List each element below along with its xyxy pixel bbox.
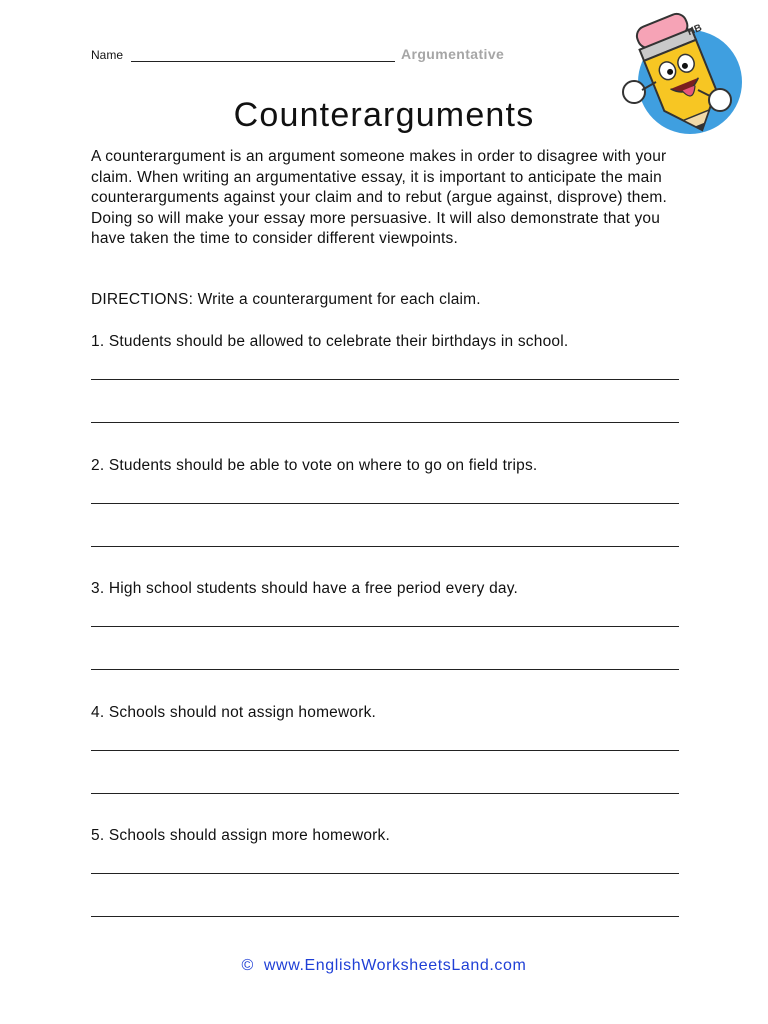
answer-line[interactable]: [91, 422, 679, 423]
answer-line[interactable]: [91, 669, 679, 670]
name-label: Name: [91, 48, 124, 62]
question-item: [91, 333, 691, 443]
answer-line[interactable]: [91, 750, 679, 751]
question-text: 4. Schools should not assign homework.: [91, 704, 377, 721]
footer: [0, 957, 768, 975]
website-link[interactable]: www.EnglishWorksheetsLand.com: [263, 957, 527, 974]
question-item: [91, 827, 691, 937]
answer-line[interactable]: [91, 379, 679, 380]
category-label: Argumentative: [401, 46, 505, 62]
worksheet-header: [91, 46, 531, 68]
answer-line[interactable]: [91, 793, 679, 794]
name-input-line[interactable]: [131, 61, 395, 62]
question-text: 2. Students should be able to vote on where to go on field trips.: [91, 457, 538, 474]
question-item: [91, 704, 691, 814]
svg-text:HB: HB: [686, 22, 704, 39]
answer-line[interactable]: [91, 916, 679, 917]
answer-line[interactable]: [91, 873, 679, 874]
directions-text: DIRECTIONS: Write a counterargument for each claim.: [91, 291, 481, 308]
answer-line[interactable]: [91, 546, 679, 547]
question-text: 5. Schools should assign more homework.: [91, 827, 391, 844]
question-text: 1. Students should be allowed to celebrate their birthdays in school.: [91, 333, 569, 350]
copyright-symbol: ©: [241, 957, 254, 974]
question-item: [91, 580, 691, 690]
intro-paragraph: A counterargument is an argument someone makes in order to disagree with your claim. When writing an argumentative essay, it is important to anticipate the main counterarguments against your claim and to rebut (argue against, disprove) them. Doing so will make your essay more persuasive. It will also demonstrate that you have taken the time to consider different viewpoints.: [91, 148, 668, 247]
answer-line[interactable]: [91, 503, 679, 504]
answer-line[interactable]: [91, 626, 679, 627]
page-title: Counterarguments: [233, 96, 535, 134]
question-item: [91, 457, 691, 567]
question-text: 3. High school students should have a free period every day.: [91, 580, 519, 597]
